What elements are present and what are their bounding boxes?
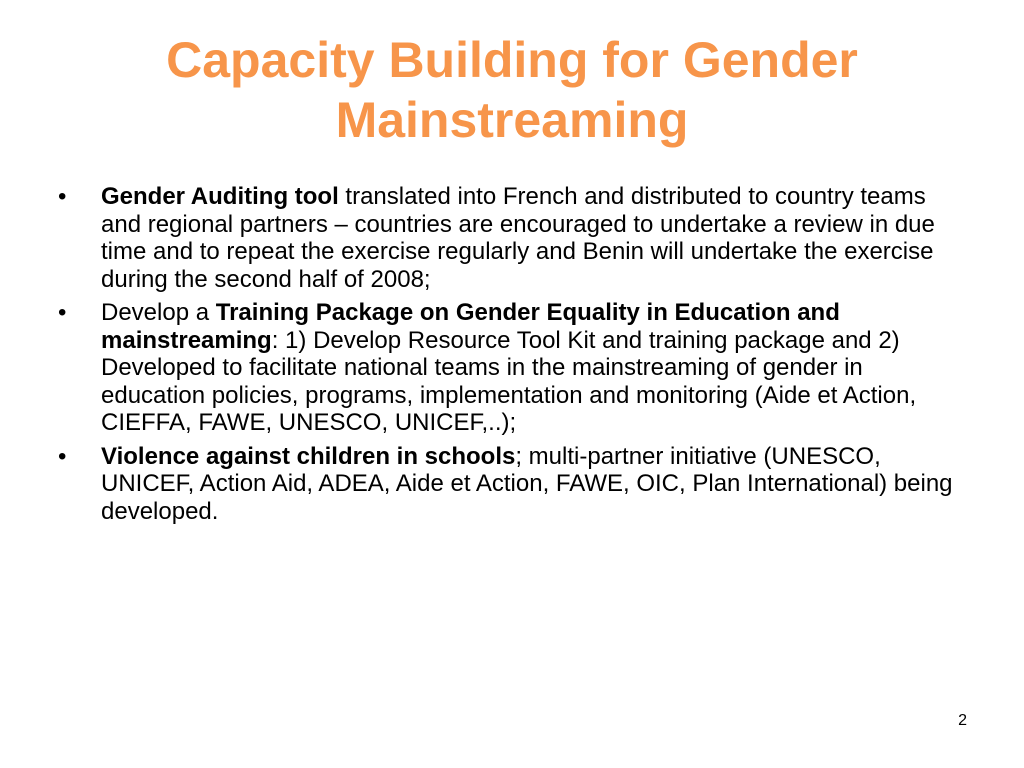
slide-title bbox=[60, 30, 964, 150]
bullet-text bbox=[101, 183, 935, 293]
bullet-rest-text: ; multi-partner initiative (UNESCO, UNICEF, Action Aid, ADEA, Aide et Action, FAWE, OIC, Plan International) being developed. bbox=[101, 442, 953, 525]
bullet-rest-text: translated into French and distributed to country teams and regional partners – countries are encouraged to undertake a review in due time and to repeat the exercise regularly and Benin will undertake the exercise during the second half of 2008; bbox=[101, 183, 935, 293]
page-number: 2 bbox=[958, 712, 967, 729]
bullet-bold-text: Gender Auditing tool bbox=[101, 183, 339, 210]
bullet-rest-text: : 1) Develop Resource Tool Kit and training package and 2) Developed to facilitate national teams in the mainstreaming of gender in education policies, programs, implementation and monitoring (Aide et Action, CIEFFA, FAWE, UNESCO, UNICEF,..); bbox=[101, 326, 917, 436]
bullet-dot-icon: • bbox=[58, 299, 67, 326]
bullet-dot-icon: • bbox=[58, 442, 67, 470]
bullet-item-training-package bbox=[58, 299, 958, 437]
bullet-list bbox=[58, 183, 958, 531]
slide-title-line-2: Mainstreaming bbox=[335, 92, 689, 148]
bullet-text bbox=[101, 443, 953, 525]
bullet-bold-text: Training Package on Gender Equality in Education and mainstreaming bbox=[101, 299, 840, 354]
bullet-bold-text: Violence against children in schools bbox=[101, 442, 516, 470]
bullet-item-gender-auditing bbox=[58, 183, 958, 293]
bullet-dot-icon: • bbox=[58, 183, 67, 210]
slide-title-line-1: Capacity Building for Gender bbox=[166, 32, 858, 88]
bullet-text bbox=[101, 299, 916, 436]
bullet-prefix: Develop a bbox=[101, 299, 216, 326]
bullet-item-violence-against-children bbox=[58, 443, 958, 526]
